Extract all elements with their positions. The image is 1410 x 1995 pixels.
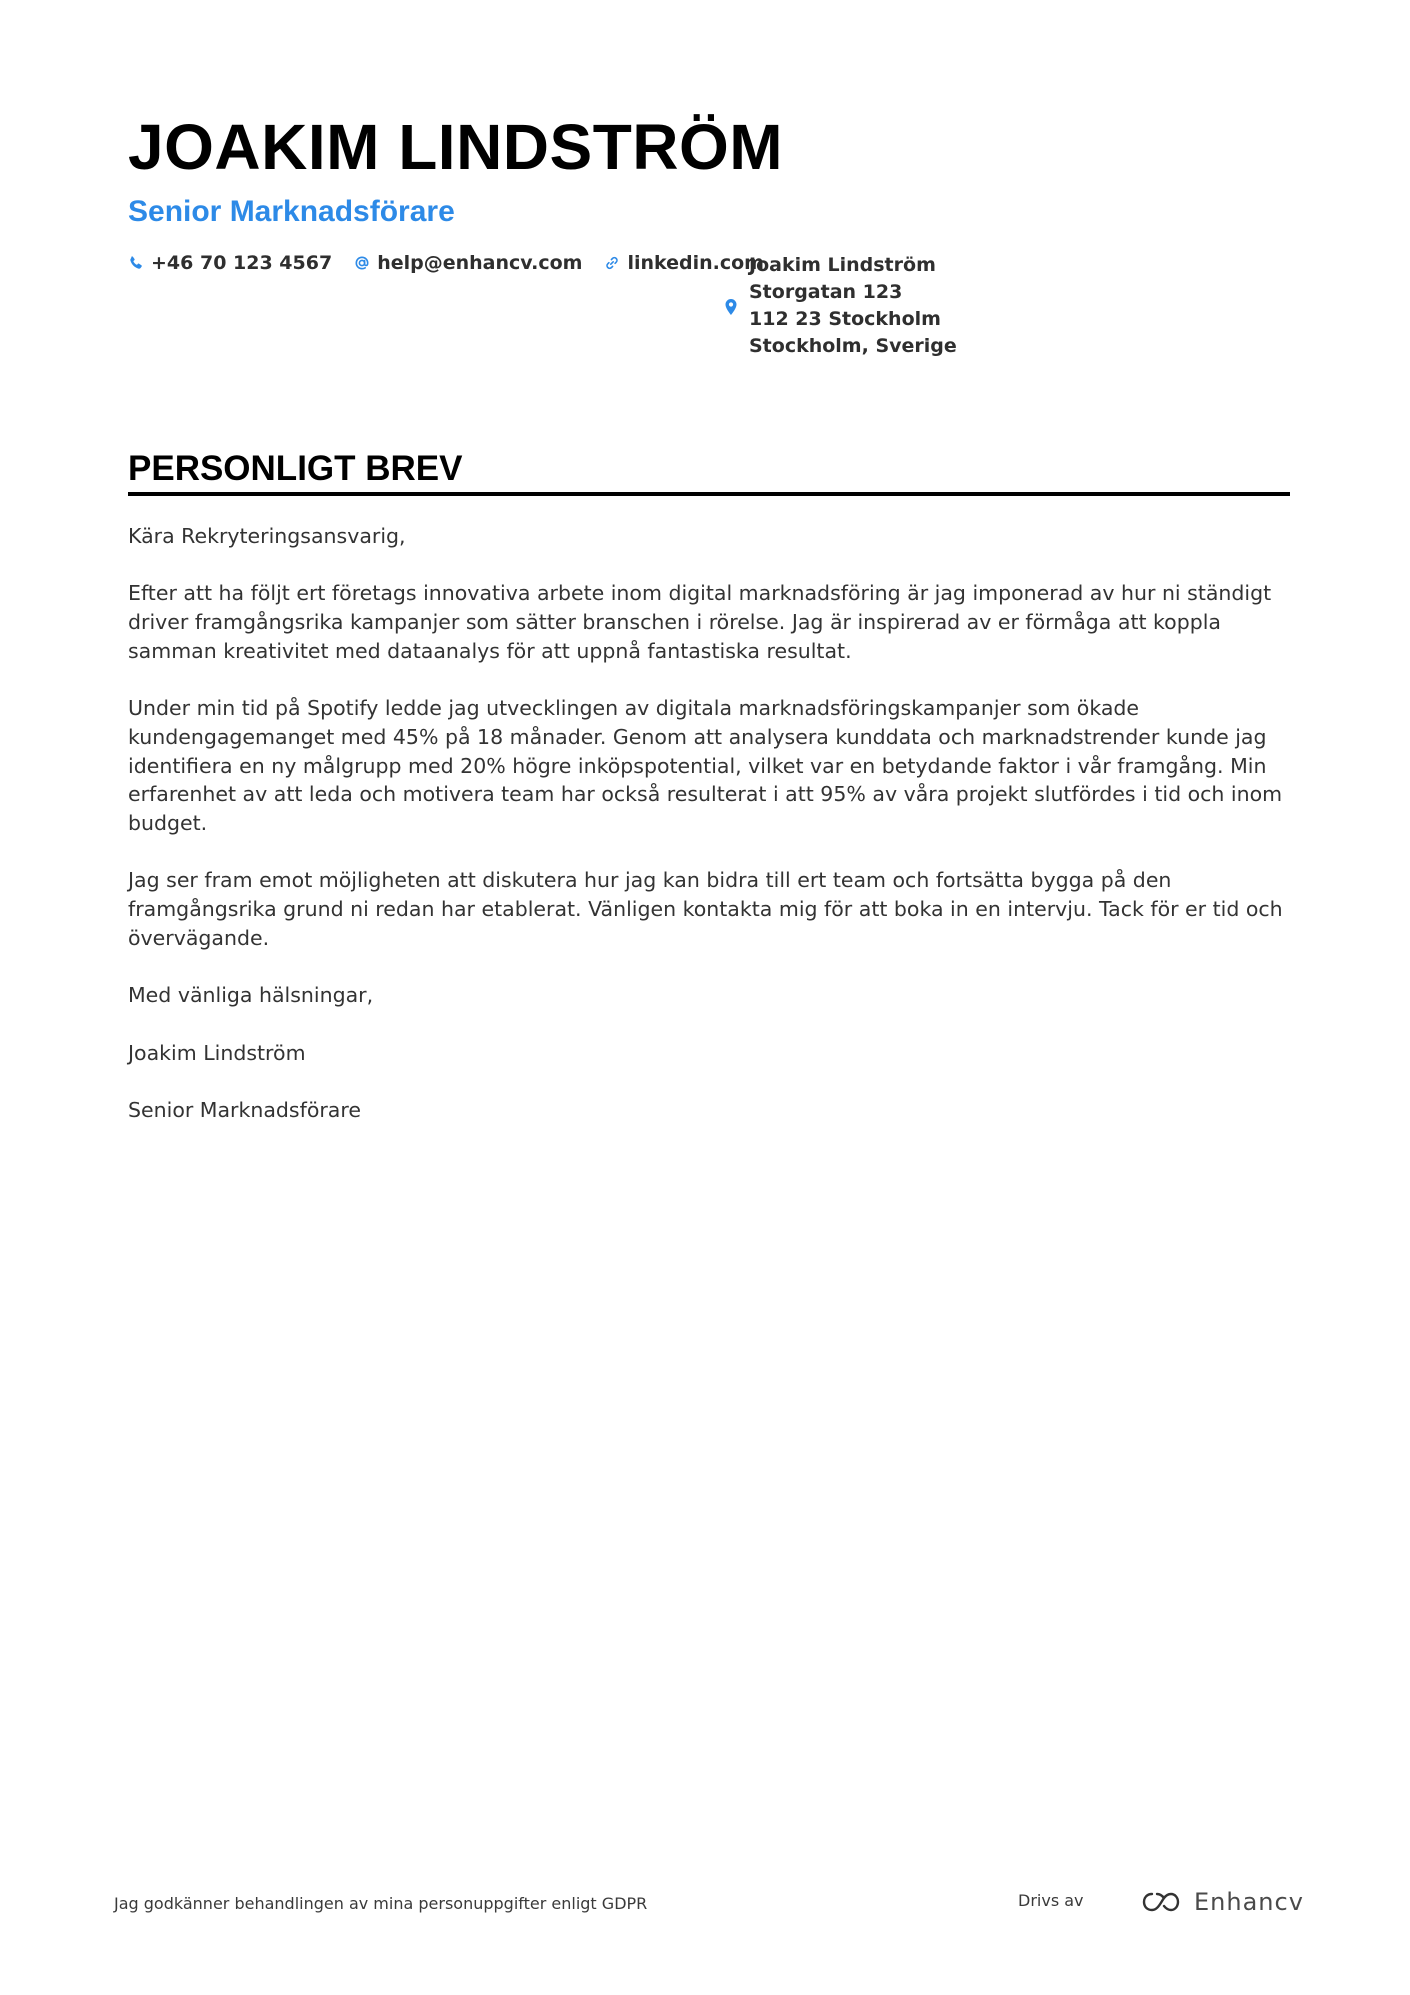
candidate-name: JOAKIM LINDSTRÖM [128,111,784,183]
signature-title: Senior Marknadsförare [128,1097,361,1122]
address-line: Storgatan 123 [749,281,903,303]
enhancv-logo-icon [1138,1889,1186,1915]
address-line: Joakim Lindström [749,254,936,276]
at-icon [354,255,370,271]
phone-icon [128,255,144,271]
candidate-title: Senior Marknadsförare [128,195,455,228]
gdpr-consent-text: Jag godkänner behandlingen av mina personuppgifter enligt GDPR [114,1894,648,1913]
letter-paragraph: Under min tid på Spotify ledde jag utvecklingen av digitala marknadsföringskampanjer som ökade kundengagemanget med 45% på 18 månader. Genom att analysera kunddata och marknadstrender kunde jag identifiera en ny målgrupp med 20% högre inköpspotential, vilket var en betydande faktor i vår framgång. Min erfarenhet av att leda och motivera team har också resulterat i att 95% av våra projekt slutfördes i tid och inom budget. [128,696,1283,835]
enhancv-logo-text: Enhancv [1194,1888,1304,1916]
section-divider [128,492,1290,496]
letter-paragraph: Efter att ha följt ert företags innovativa arbete inom digital marknadsföring är jag imponerad av hur ni ständigt driver framgångsrika kampanjer som sätter branschen i rörelse. Jag är inspirerad av er förmåga att koppla samman kreativitet med dataanalys för att uppnå fantastiska resultat. [128,581,1272,663]
contact-address [723,252,957,360]
signature-name: Joakim Lindström [128,1040,306,1065]
contact-phone[interactable] [128,252,332,274]
linkedin-text: linkedin.com [627,252,764,274]
address-lines [749,252,957,360]
address-line: 112 23 Stockholm [749,308,941,330]
address-line: Stockholm, Sverige [749,335,957,357]
letter-closing: Med vänliga hälsningar, [128,983,374,1008]
email-text: help@enhancv.com [377,252,583,274]
contact-email[interactable] [354,252,582,274]
letter-body [128,522,1290,1153]
letter-greeting: Kära Rekryteringsansvarig, [128,524,406,548]
phone-text: +46 70 123 4567 [151,252,333,274]
powered-by-label: Drivs av [1018,1891,1084,1910]
letter-paragraph: Jag ser fram emot möjligheten att diskutera hur jag kan bidra till ert team och fortsätta bygga på den framgångsrika grund ni redan har etablerat. Vänligen kontakta mig för att boka in en intervju. Tack för er tid och övervägande. [128,868,1283,950]
link-icon [604,255,620,271]
enhancv-logo[interactable] [1138,1887,1304,1917]
location-pin-icon [723,298,739,316]
contact-bar [128,252,786,274]
section-title: PERSONLIGT BREV [128,449,463,488]
